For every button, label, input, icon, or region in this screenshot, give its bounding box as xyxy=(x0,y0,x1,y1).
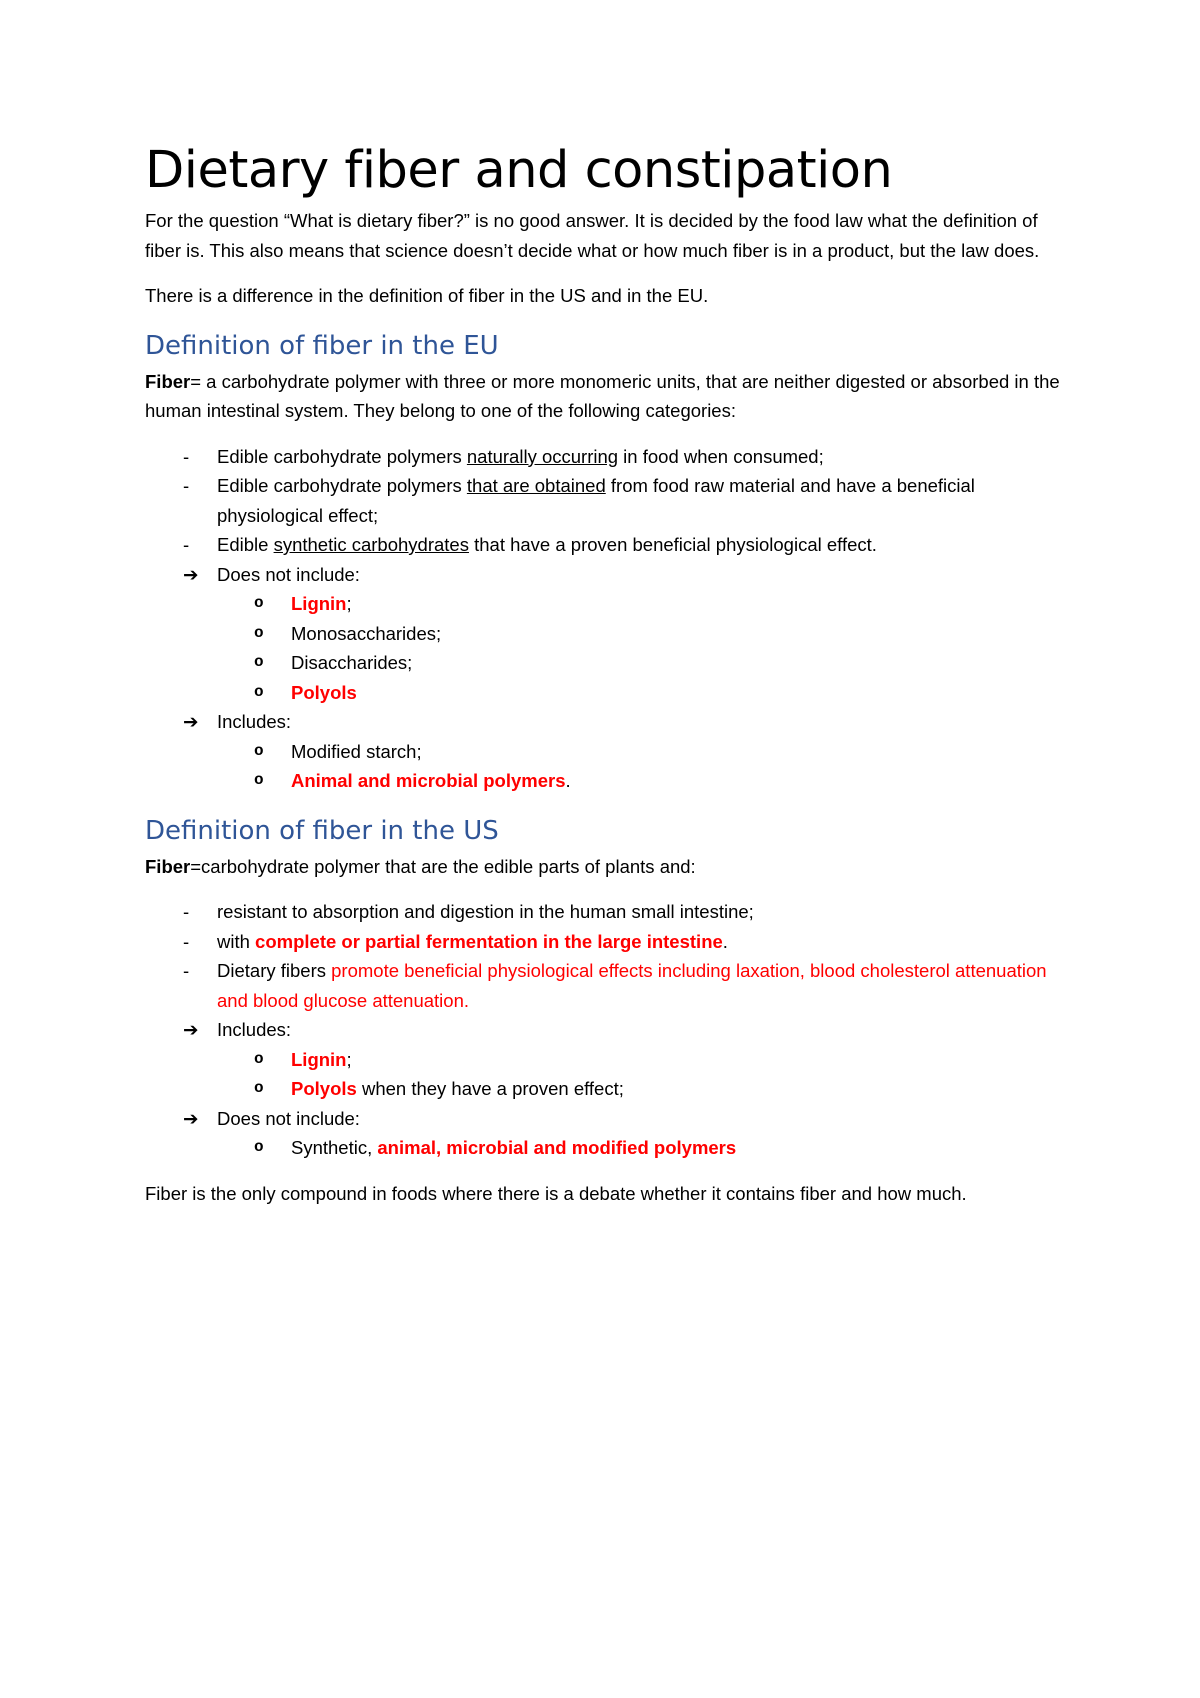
list-item xyxy=(145,897,1065,927)
item-text: from food raw material and have a beneficial physiological effect; xyxy=(217,475,975,526)
dash-marker: - xyxy=(183,901,190,922)
excludes-label: Does not include: xyxy=(217,563,360,585)
item-text: Edible carbohydrate polymers xyxy=(217,445,467,467)
lignin-text: Lignin xyxy=(291,593,347,614)
dash-marker: - xyxy=(183,475,190,496)
item-text: Dietary fibers xyxy=(217,960,332,981)
dash-marker: - xyxy=(183,445,190,467)
arrow-icon: ➔ xyxy=(183,711,199,732)
sub-list-item xyxy=(145,737,1065,767)
sub-list-item xyxy=(145,678,1065,708)
sub-list-item xyxy=(145,1074,1065,1104)
dash-marker: - xyxy=(183,960,190,981)
item-text: Disaccharides; xyxy=(291,652,413,673)
arrow-icon: ➔ xyxy=(183,1019,199,1040)
circle-bullet-icon: o xyxy=(254,682,264,701)
difference-paragraph: There is a difference in the definition of fiber in the US and in the EU. xyxy=(145,285,709,306)
list-item xyxy=(145,530,1065,560)
list-item xyxy=(145,1104,1065,1134)
us-definition-text: =carbohydrate polymer that are the edible parts of plants and: xyxy=(190,855,696,877)
item-text: that have a proven beneficial physiological effect. xyxy=(468,534,877,555)
document-body xyxy=(145,140,1065,1224)
eu-definition xyxy=(145,367,1065,426)
eu-definition-text: = a carbohydrate polymer with three or more monomeric units, that are neither digested or absorbed in the human intestinal system. They belong to one of the following categories: xyxy=(145,370,1060,421)
eu-heading: Definition of fiber in the EU xyxy=(145,330,499,361)
animal-microbial-text: Animal and microbial polymers xyxy=(291,770,566,791)
dash-marker: - xyxy=(183,534,190,555)
us-heading: Definition of fiber in the US xyxy=(145,815,499,846)
item-text: . xyxy=(722,930,728,952)
item-text: Edible carbohydrate polymers xyxy=(217,475,467,496)
item-text: with xyxy=(217,930,256,952)
circle-bullet-icon: o xyxy=(254,771,264,789)
underlined-text: naturally occurring xyxy=(466,445,619,467)
eu-definition-label: Fiber xyxy=(145,370,191,392)
list-item xyxy=(145,1015,1065,1045)
list-item xyxy=(145,707,1065,737)
polyols-text: Polyols xyxy=(291,681,357,703)
sub-list-item xyxy=(145,619,1065,649)
circle-bullet-icon: o xyxy=(254,653,264,671)
item-text: Modified starch; xyxy=(291,740,422,762)
circle-bullet-icon: o xyxy=(254,1138,264,1156)
document-title: Dietary fiber and constipation xyxy=(145,141,893,200)
circle-bullet-icon: o xyxy=(254,623,264,642)
circle-bullet-icon: o xyxy=(254,1079,264,1097)
excluded-polymers-text: animal, microbial and modified polymers xyxy=(377,1137,737,1158)
closing-paragraph: Fiber is the only compound in foods where there is a debate whether it contains fiber and how much. xyxy=(145,1182,967,1204)
item-text: Edible xyxy=(217,534,274,555)
includes-label: Includes: xyxy=(217,711,292,732)
excludes-label: Does not include: xyxy=(217,1107,360,1129)
underlined-text: synthetic carbohydrates xyxy=(273,534,469,555)
sub-list-item xyxy=(145,766,1065,796)
item-text: when they have a proven effect; xyxy=(356,1078,624,1099)
eu-list xyxy=(145,442,1065,796)
arrow-icon: ➔ xyxy=(183,1107,199,1129)
item-text: Synthetic, xyxy=(291,1137,378,1158)
list-item xyxy=(145,956,1065,1015)
sub-list-item xyxy=(145,1045,1065,1075)
list-item xyxy=(145,560,1065,590)
us-definition xyxy=(145,852,1065,882)
item-text: Monosaccharides; xyxy=(291,622,442,644)
circle-bullet-icon: o xyxy=(254,594,264,612)
lignin-text: Lignin xyxy=(291,1048,347,1070)
sub-list-item xyxy=(145,589,1065,619)
intro-paragraph: For the question “What is dietary fiber?” is no good answer. It is decided by the food law what the definition of fiber is. This also means that science doesn’t decide what or how much fiber is in a product, but the law does. xyxy=(145,210,1040,261)
sub-list-item xyxy=(145,1133,1065,1163)
list-item xyxy=(145,471,1065,530)
item-text: ; xyxy=(346,593,352,614)
underlined-text: that are obtained xyxy=(466,475,606,496)
item-text: ; xyxy=(346,1048,352,1070)
item-text: . xyxy=(565,770,571,791)
fermentation-text: complete or partial fermentation in the large intestine xyxy=(255,930,723,952)
list-item xyxy=(145,442,1065,472)
list-item xyxy=(145,927,1065,957)
sub-list-item xyxy=(145,648,1065,678)
includes-label: Includes: xyxy=(217,1019,292,1040)
effects-text: promote beneficial physiological effects including laxation, blood cholesterol attenuation and blood glucose attenuation. xyxy=(217,960,1047,1011)
us-list xyxy=(145,897,1065,1163)
circle-bullet-icon: o xyxy=(254,1049,264,1068)
spacer xyxy=(145,1163,1065,1179)
polyols-text: Polyols xyxy=(291,1078,357,1099)
us-definition-label: Fiber xyxy=(145,855,191,877)
item-text: resistant to absorption and digestion in the human small intestine; xyxy=(217,901,754,922)
arrow-icon: ➔ xyxy=(183,563,199,585)
item-text: in food when consumed; xyxy=(618,445,824,467)
dash-marker: - xyxy=(183,930,190,952)
circle-bullet-icon: o xyxy=(254,741,264,760)
